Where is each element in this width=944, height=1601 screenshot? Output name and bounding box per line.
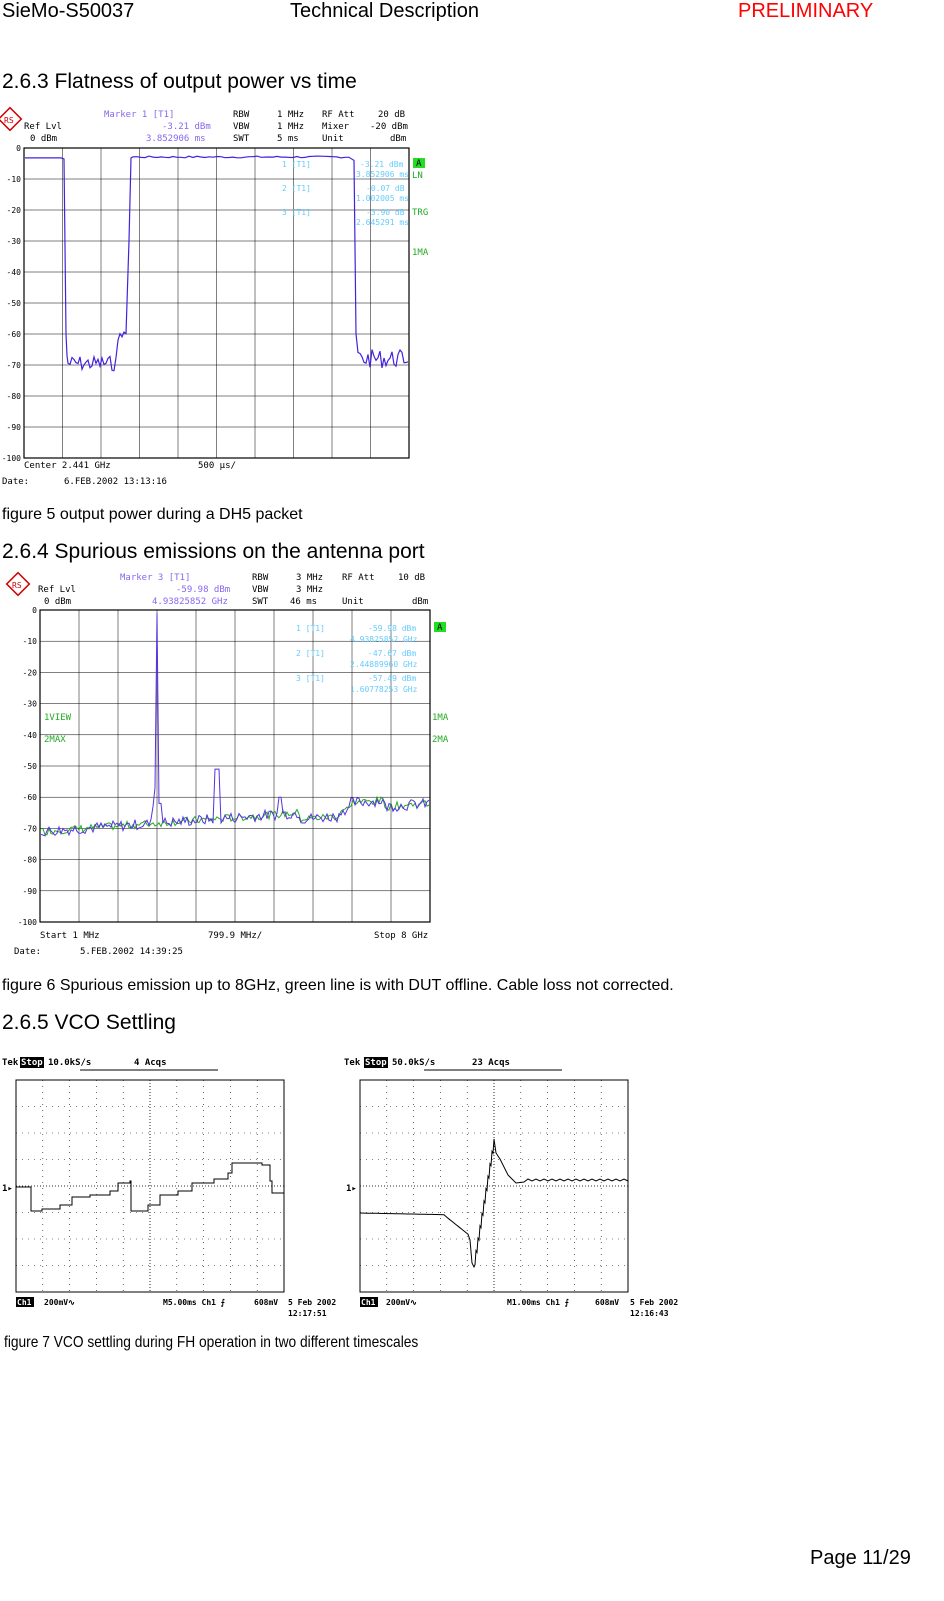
y-tick-label: -70 [22, 824, 37, 834]
section-heading-264: 2.6.4 Spurious emissions on the antenna port [2, 540, 425, 563]
page-number: Page 11/29 [810, 1547, 911, 1569]
y-tick-label: -80 [22, 855, 37, 865]
section-heading-265: 2.6.5 VCO Settling [2, 1011, 176, 1034]
tag-1ma: 1MA [432, 713, 449, 723]
y-tick-label: -40 [6, 268, 21, 277]
swt-label: SWT [233, 134, 250, 144]
rfatt-label: RF Att [342, 573, 375, 583]
tag-1ma: 1MA [412, 248, 429, 258]
rbw-label: RBW [252, 573, 269, 583]
y-tick-label: -20 [6, 206, 21, 215]
rbw-value: 1 MHz [277, 110, 305, 120]
figure-6-analyzer-plot [0, 570, 460, 962]
swt-label: SWT [252, 597, 269, 607]
time-per-div: 500 µs/ [198, 461, 236, 471]
y-tick-label: -50 [22, 762, 37, 771]
vbw-label: VBW [233, 122, 250, 132]
trigger-level: 608mV [595, 1298, 620, 1307]
marker-1-label: 1 [T1] [282, 160, 311, 169]
acquisitions: 4 Acqs [134, 1058, 167, 1068]
unit-value: dBm [390, 134, 407, 144]
start-frequency: Start 1 MHz [40, 931, 100, 941]
rbw-value: 3 MHz [296, 573, 324, 583]
caption-figure-5: figure 5 output power during a DH5 packet [2, 506, 303, 523]
y-tick-label: -50 [6, 299, 21, 308]
marker-value: -59.98 dBm [176, 585, 231, 595]
ch1-label: Ch1 [361, 1298, 376, 1307]
channel-marker: 1▸ [2, 1184, 13, 1194]
caption-figure-7: figure 7 VCO settling during FH operation in two different timescales [4, 1334, 419, 1351]
y-tick-label: -20 [22, 668, 37, 678]
tek-label: Tek [344, 1058, 361, 1068]
tag-trg: TRG [412, 208, 429, 218]
doc-id: SieMo-S50037 [2, 0, 135, 22]
volts-per-div: 200mV∿ [386, 1298, 417, 1307]
marker-3-label: 3 [T1] [296, 674, 325, 683]
rfatt-value: 10 dB [398, 573, 426, 583]
tag-1view: 1VIEW [44, 713, 72, 723]
figure-7-scope-left [0, 1055, 344, 1325]
marker-title: Marker 3 [T1] [120, 573, 191, 583]
y-tick-label: -10 [6, 175, 21, 184]
marker-1-value: -3.21 dBm [360, 160, 404, 169]
date-value: 6.FEB.2002 13:13:16 [64, 477, 167, 487]
y-tick-label: -70 [6, 361, 21, 370]
capture-date: 5 Feb 2002 [288, 1298, 337, 1307]
marker-value: -3.21 dBm [162, 122, 211, 132]
y-tick-label: -60 [22, 793, 37, 803]
marker-1-value: -59.98 dBm [368, 624, 417, 633]
ch1-label: Ch1 [17, 1298, 32, 1307]
swt-value: 46 ms [290, 597, 318, 607]
capture-time: 12:16:43 [630, 1309, 669, 1318]
y-tick-label: -10 [22, 637, 37, 647]
sample-rate: 10.0kS/s [48, 1058, 92, 1068]
marker-3-value: -3.90 dB [366, 208, 405, 217]
figure-7-scope-right [344, 1055, 688, 1325]
tag-2max: 2MAX [44, 735, 66, 745]
marker-2-pos: 1.002005 ms [356, 194, 409, 203]
marker-title: Marker 1 [T1] [104, 110, 175, 120]
svg-text:RS: RS [4, 116, 14, 125]
plot-grid [24, 148, 409, 458]
y-tick-labels [18, 606, 37, 927]
marker-2-value: -47.67 dBm [368, 649, 417, 658]
center-frequency: Center 2.441 GHz [24, 461, 111, 471]
trigger-level: 608mV [254, 1298, 279, 1307]
y-tick-label: -30 [22, 699, 37, 709]
volts-per-div: 200mV∿ [44, 1298, 75, 1307]
ref-lvl-value: 0 dBm [44, 597, 72, 607]
trace-tag-a: A [416, 159, 422, 169]
trace-tag-a: A [437, 623, 443, 633]
svg-text:RS: RS [12, 581, 22, 590]
sample-rate: 50.0kS/s [392, 1058, 436, 1068]
section-heading-263: 2.6.3 Flatness of output power vs time [2, 70, 357, 93]
stop-frequency: Stop 8 GHz [374, 931, 429, 941]
marker-position: 3.852906 ms [146, 134, 206, 144]
marker-position: 4.93825852 GHz [152, 597, 228, 607]
marker-3-pos: 1.60778253 GHz [350, 685, 418, 694]
y-tick-label: -60 [6, 330, 21, 339]
y-tick-label: -100 [1, 454, 21, 463]
y-tick-label: 0 [16, 144, 21, 153]
swt-value: 5 ms [277, 134, 299, 144]
scope-grid [16, 1080, 284, 1292]
mixer-value: -20 dBm [370, 122, 408, 132]
vbw-value: 1 MHz [277, 122, 305, 132]
rs-logo-icon [0, 108, 21, 131]
y-tick-label: -30 [6, 237, 21, 246]
vbw-label: VBW [252, 585, 269, 595]
ref-lvl-label: Ref Lvl [24, 122, 62, 132]
marker-1-pos: 3.852906 ms [356, 170, 409, 179]
rfatt-value: 20 dB [378, 110, 406, 120]
caption-figure-6: figure 6 Spurious emission up to 8GHz, green line is with DUT offline. Cable loss not corrected. [2, 977, 674, 994]
stop-label: Stop [365, 1058, 387, 1068]
marker-1-pos: 4.93825852 GHz [350, 635, 418, 644]
span-per-div: 799.9 MHz/ [208, 931, 263, 941]
y-tick-label: 0 [32, 606, 37, 615]
marker-3-value: -57.49 dBm [368, 674, 417, 683]
rbw-label: RBW [233, 110, 250, 120]
ref-lvl-value: 0 dBm [30, 134, 58, 144]
date-label: Date: [14, 947, 42, 957]
rfatt-label: RF Att [322, 110, 355, 120]
doc-status: PRELIMINARY [738, 0, 874, 22]
capture-time: 12:17:51 [288, 1309, 327, 1318]
scope-grid [360, 1080, 628, 1292]
y-tick-label: -90 [22, 886, 37, 896]
channel-marker: 1▸ [346, 1184, 357, 1194]
stop-label: Stop [21, 1058, 43, 1068]
tag-ln: LN [412, 171, 423, 181]
date-value: 5.FEB.2002 14:39:25 [80, 947, 183, 957]
unit-label: Unit [322, 134, 344, 144]
y-tick-label: -40 [22, 730, 37, 740]
date-label: Date: [2, 477, 30, 487]
acquisitions: 23 Acqs [472, 1058, 510, 1068]
marker-2-value: -0.07 dB [366, 184, 405, 193]
doc-title: Technical Description [290, 0, 479, 22]
capture-date: 5 Feb 2002 [630, 1298, 679, 1307]
marker-1-label: 1 [T1] [296, 624, 325, 633]
y-tick-label: -90 [6, 423, 21, 432]
unit-label: Unit [342, 597, 364, 607]
mixer-label: Mixer [322, 122, 350, 132]
marker-3-label: 3 [T1] [282, 208, 311, 217]
y-tick-label: -100 [17, 918, 37, 927]
y-tick-label: -80 [6, 392, 21, 401]
rs-logo-icon [7, 573, 30, 596]
unit-value: dBm [412, 597, 429, 607]
ref-lvl-label: Ref Lvl [38, 585, 76, 595]
time-per-div: M5.00ms Ch1 ⨍ [163, 1298, 225, 1307]
tag-2ma: 2MA [432, 735, 449, 745]
marker-2-pos: 2.44889960 GHz [350, 660, 418, 669]
figure-5-analyzer-plot [0, 103, 440, 491]
y-tick-labels [2, 144, 21, 463]
marker-2-label: 2 [T1] [296, 649, 325, 658]
marker-2-label: 2 [T1] [282, 184, 311, 193]
tek-label: Tek [2, 1058, 19, 1068]
vbw-value: 3 MHz [296, 585, 324, 595]
time-per-div: M1.00ms Ch1 ⨍ [507, 1298, 569, 1307]
marker-3-pos: 2.645291 ms [356, 218, 409, 227]
